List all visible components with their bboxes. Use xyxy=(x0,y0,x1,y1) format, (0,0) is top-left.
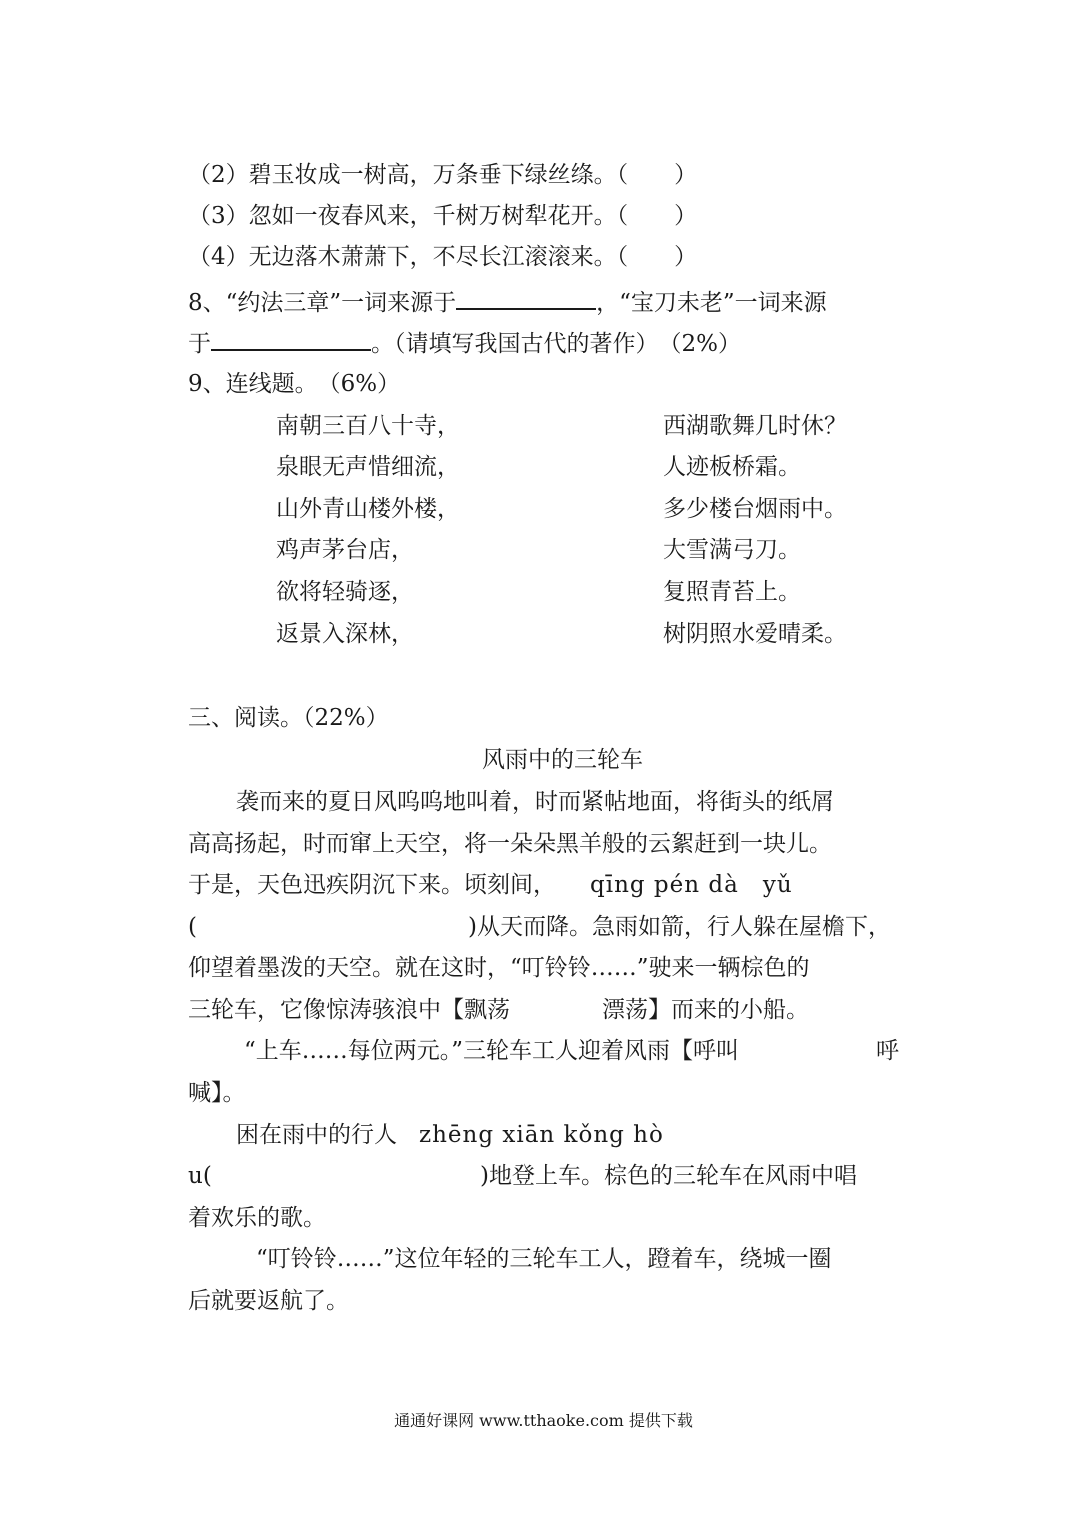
p3-line-2-text-a: u( xyxy=(188,1163,212,1189)
p2-line-1-text-b: 呼 xyxy=(876,1038,899,1064)
q9-left-4[interactable]: 鸡声茅台店， xyxy=(276,537,414,563)
section-heading-reading: 三、阅读。（22%） xyxy=(188,705,389,731)
q9-right-3[interactable]: 多少楼台烟雨中。 xyxy=(663,496,847,522)
q8-line-2 xyxy=(188,327,741,359)
q7-line-3: （3）忽如一夜春风来，千树万树犁花开。（ ） xyxy=(188,203,698,229)
q7-line-2: （2）碧玉妆成一树高，万条垂下绿丝绦。（ ） xyxy=(188,162,698,188)
q9-right-4[interactable]: 大雪满弓刀。 xyxy=(663,537,801,563)
p2-line-2: 喊】。 xyxy=(188,1080,246,1106)
p2-line-1-text-a: “上车……每位两元。”三轮车工人迎着风雨【呼叫 xyxy=(244,1038,740,1064)
p1-line-6-text-b: 漂荡】而来的小船。 xyxy=(602,997,809,1023)
q9-right-2[interactable]: 人迹板桥霜。 xyxy=(663,454,801,480)
p1-line-4-text: )从天而降。急雨如箭，行人躲在屋檐下， xyxy=(468,914,891,940)
q9-title: 9、连线题。 （6%） xyxy=(188,371,401,397)
pinyin-qing-pen-da-yu: qīng pén dà yǔ xyxy=(590,872,793,898)
q8-blank-1[interactable] xyxy=(456,286,596,310)
blank-open-paren: ( xyxy=(188,914,197,940)
p3-line-1-text: 困在雨中的行人 xyxy=(236,1122,397,1148)
pinyin-answer-blank-2[interactable] xyxy=(216,1161,480,1191)
p4-line-2: 后就要返航了。 xyxy=(188,1288,349,1314)
p3-line-2-text-b: )地登上车。棕色的三轮车在风雨中唱 xyxy=(480,1163,857,1189)
p1-line-6-text-a: 三轮车，它像惊涛骇浪中【飘荡 xyxy=(188,997,510,1023)
p1-line-2: 高高扬起，时而窜上天空，将一朵朵黑羊般的云絮赶到一块儿。 xyxy=(188,831,832,857)
q9-left-2[interactable]: 泉眼无声惜细流， xyxy=(276,454,460,480)
q9-right-6[interactable]: 树阴照水爱晴柔。 xyxy=(663,621,847,647)
reading-title: 风雨中的三轮车 xyxy=(482,747,643,773)
q8-blank-2[interactable] xyxy=(211,327,371,351)
q9-left-3[interactable]: 山外青山楼外楼， xyxy=(276,496,460,522)
p4-line-1: “叮铃铃……”这位年轻的三轮车工人，蹬着车，绕城一圈 xyxy=(256,1246,832,1272)
p2-line-1 xyxy=(244,1036,899,1066)
p3-line-3: 着欢乐的歌。 xyxy=(188,1205,326,1231)
p3-line-2 xyxy=(188,1161,857,1191)
q9-right-1[interactable]: 西湖歌舞几时休？ xyxy=(663,413,847,439)
p1-line-4 xyxy=(188,912,891,942)
p1-line-6 xyxy=(188,995,809,1025)
p1-line-1: 袭而来的夏日风呜呜地叫着，时而紧帖地面，将街头的纸屑 xyxy=(236,789,834,815)
p1-line-3 xyxy=(188,870,793,900)
q7-line-4: （4）无边落木萧萧下，不尽长江滚滚来。（ ） xyxy=(188,244,698,270)
p3-line-1 xyxy=(236,1120,664,1150)
q8-text-d: 。（请填写我国古代的著作） （2%） xyxy=(371,331,741,357)
q9-left-5[interactable]: 欲将轻骑逐， xyxy=(276,579,414,605)
footer-watermark: 通通好课网 www.tthaoke.com 提供下载 xyxy=(394,1411,693,1430)
q9-left-1[interactable]: 南朝三百八十寺， xyxy=(276,413,460,439)
q9-left-6[interactable]: 返景入深林， xyxy=(276,621,414,647)
pinyin-zheng-xian-kong-hou: zhēng xiān kǒng hò xyxy=(419,1122,664,1148)
p1-line-5: 仰望着墨泼的天空。就在这时，“叮铃铃……”驶来一辆棕色的 xyxy=(188,955,810,981)
q8-text-b: ，“宝刀未老”一词来源 xyxy=(596,290,827,316)
pinyin-answer-blank-1[interactable] xyxy=(198,912,470,942)
q8-line-1 xyxy=(188,286,827,318)
q8-text-c: 于 xyxy=(188,331,211,357)
q8-text-a: 8、“约法三章”一词来源于 xyxy=(188,290,457,316)
q9-right-5[interactable]: 复照青苔上。 xyxy=(663,579,801,605)
p1-line-3-text: 于是，天色迅疾阴沉下来。顷刻间， xyxy=(188,872,556,898)
